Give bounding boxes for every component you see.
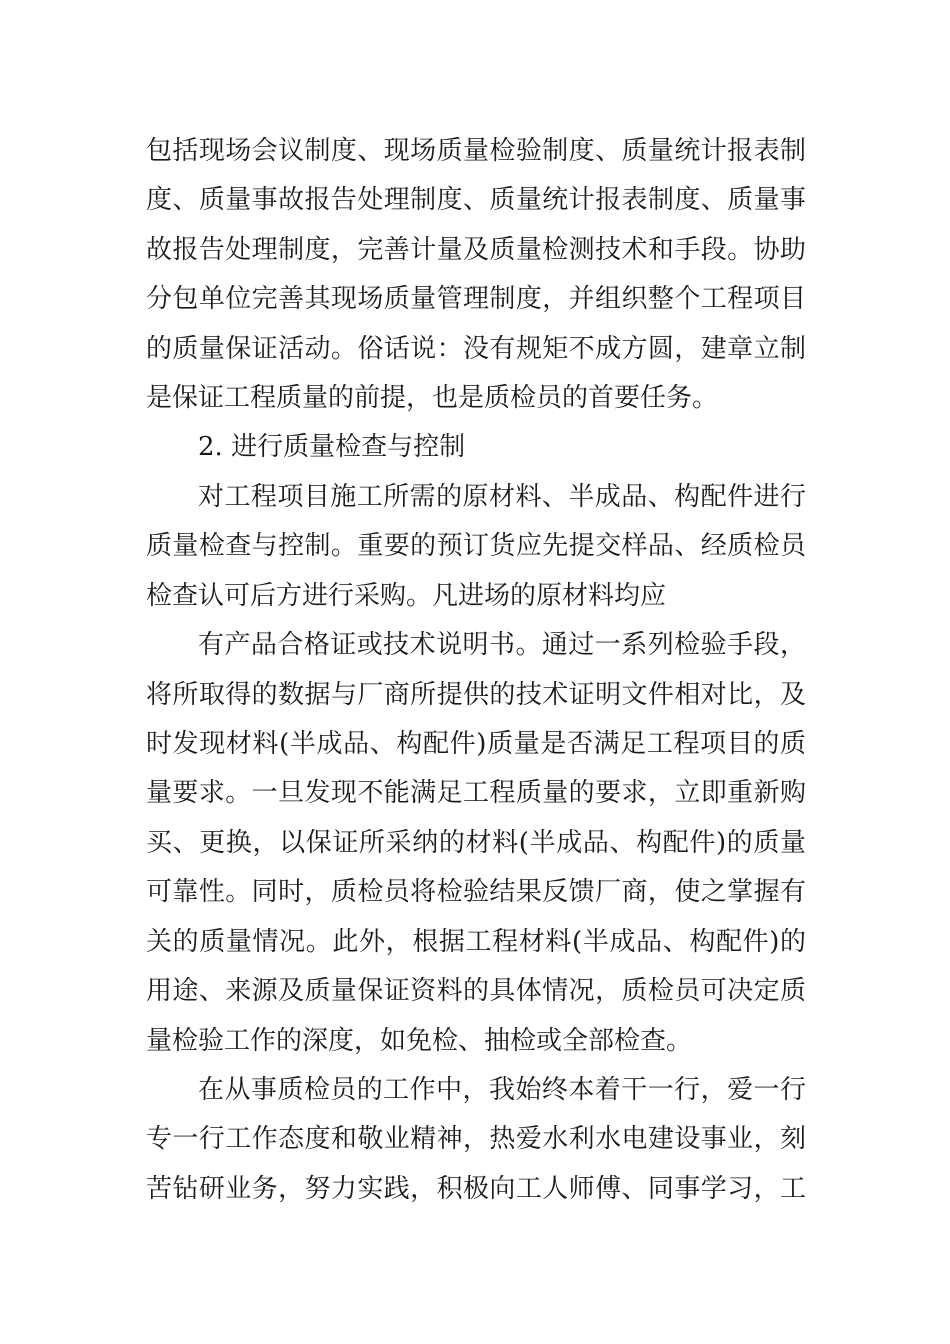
text-line: 苦钻研业务，努力实践，积极向工人师傅、同事学习，工: [146, 1174, 806, 1204]
text-line: 量要求。一旦发现不能满足工程质量的要求，立即重新购: [146, 778, 806, 808]
text-line: 的质量保证活动。俗话说：没有规矩不成方圆，建章立制: [146, 334, 806, 364]
text-line: 买、更换，以保证所采纳的材料(半成品、构配件)的质量: [146, 828, 806, 858]
text-line: 用途、来源及质量保证资料的具体情况，质检员可决定质: [146, 976, 806, 1006]
text-line: 将所取得的数据与厂商所提供的技术证明文件相对比，及: [146, 680, 806, 710]
text-line: 检查认可后方进行采购。凡进场的原材料均应: [146, 581, 667, 611]
text-line: 专一行工作态度和敬业精神，热爱水利水电建设事业，刻: [146, 1124, 806, 1154]
text-line: 关的质量情况。此外，根据工程材料(半成品、构配件)的: [146, 927, 806, 957]
text-line: 质量检查与控制。重要的预订货应先提交样品、经质检员: [146, 531, 806, 561]
text-line: 是保证工程质量的前提，也是质检员的首要任务。: [146, 383, 719, 413]
text-line: 量检验工作的深度，如免检、抽检或全部检查。: [146, 1026, 693, 1056]
text-line: 有产品合格证或技术说明书。通过一系列检验手段，: [198, 630, 806, 660]
text-line: 故报告处理制度，完善计量及质量检测技术和手段。协助: [146, 235, 806, 265]
text-line: 可靠性。同时，质检员将检验结果反馈厂商，使之掌握有: [146, 877, 806, 907]
text-line: 包括现场会议制度、现场质量检验制度、质量统计报表制: [146, 136, 806, 166]
text-line: 度、质量事故报告处理制度、质量统计报表制度、质量事: [146, 185, 806, 215]
section-heading: 2. 进行质量检查与控制: [198, 432, 466, 462]
text-line: 对工程项目施工所需的原材料、半成品、构配件进行: [198, 482, 806, 512]
text-line: 分包单位完善其现场质量管理制度，并组织整个工程项目: [146, 284, 806, 314]
text-line: 时发现材料(半成品、构配件)质量是否满足工程项目的质: [146, 729, 806, 759]
text-line: 在从事质检员的工作中，我始终本着干一行，爱一行: [198, 1075, 806, 1105]
